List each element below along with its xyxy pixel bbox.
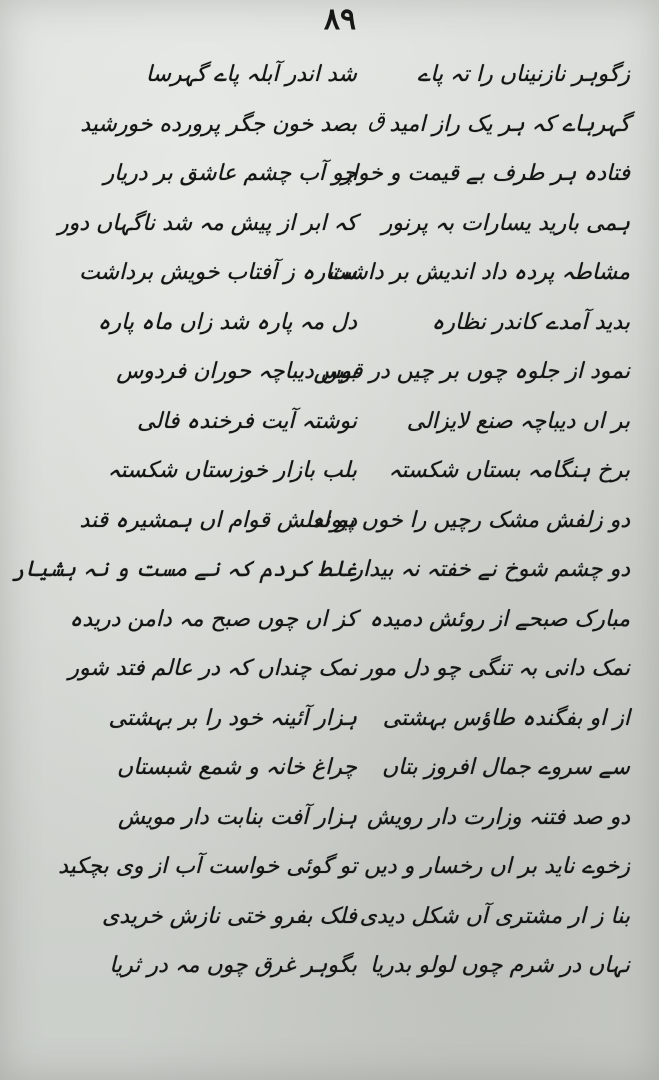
verse-marker: ق — [368, 108, 386, 133]
verse-line-left: دو لعلش قوام اں ہمشیرہ قند — [79, 507, 357, 533]
verse-line-left: بگوہر غرق چوں مہ در ثریا — [109, 953, 357, 978]
verse-line-left: ہزار آئینہ خود را بر بہشتی — [108, 705, 357, 731]
verse-line-left: نمک چنداں کہ در عالم فتد شور — [68, 656, 357, 681]
verse-line-right: فتادہ ہر طرف بے قیمت و خوار — [341, 161, 630, 186]
verse-line-right: از او بفگندہ طاؤس بہشتی — [382, 705, 630, 731]
verse-line-left: ببیں دیباچہ حوران فردوس — [116, 359, 357, 384]
verse-line-right: نمود از جلوہ چوں بر چیں در قوس — [313, 359, 630, 384]
verse-line-left: فلک بفرو ختی نازش خریدی — [102, 903, 357, 929]
verse-line-right: نہاں در شرم چوں لولو بدریا — [370, 953, 630, 978]
verse-line-left: نوشتہ آیت فرخندہ فالی — [137, 408, 357, 434]
verse-line-right: گہرہاے کہ ہر یک راز امید — [389, 111, 630, 137]
right-verse-column — [312, 50, 630, 991]
verse-line-right: بر اں دیباچہ صنع لایزالی — [406, 408, 630, 434]
verse-line-right: برخ ہنگامہ بستاں شکستہ — [388, 458, 630, 483]
verse-line-right: زگوہر نازنیناں را تہ پاے — [417, 62, 630, 87]
verse-line-left: کز اں چوں صبح مہ دامن دریدہ — [69, 606, 357, 632]
verse-line-left: ستارہ ز آفتاب خویش برداشت — [79, 260, 357, 285]
verse-line-right: زخوے ناید بر اں رخسار و دیں — [364, 854, 630, 879]
verse-line-right: بنا ز ار مشتری آں شکل دیدی — [359, 903, 630, 929]
verse-line-left: چراغ خانہ و شمع شبستاں — [117, 755, 357, 780]
verse-line-right: سے سروے جمال افروز بتاں — [381, 755, 630, 780]
verse-line-right: ہمی بارید یسارات بہ پرنور — [381, 210, 630, 236]
verse-line-left: دل مہ پارہ شد زاں ماہ پارہ — [97, 309, 357, 335]
verse-line-right: دو زلفش مشک رچیں را خوں پیوند — [312, 507, 630, 533]
verse-line-left: بصد خون جگر پرورده خورشید — [80, 111, 357, 137]
verse-line-left: چو آب چشم عاشق بر دریار — [103, 161, 357, 186]
verse-line-right: دو صد فتنہ وزارت دار رویش — [367, 804, 630, 830]
verse-line-right: دو چشم شوخ نے خفتہ نہ بیدار — [352, 557, 630, 582]
verse-line-left: شد اندر آبلہ پاے گہرسا — [145, 62, 357, 87]
verse-line-right: بدید آمدے کاندر نظارہ — [431, 309, 630, 335]
verse-line-left: تو گوئی خواست آب از وی بچکید — [58, 854, 357, 879]
page-number: ۸۹ — [323, 2, 357, 37]
verse-line-right: مشاطہ پردہ داد اندیش بر داشت — [327, 260, 630, 285]
verse-line-left: غلط کردم کہ نے مست و نہ ہشیار — [11, 557, 357, 582]
verse-line-left: کہ ابر از پیش مہ شد ناگہاں دور — [58, 210, 357, 236]
left-verse-column — [11, 50, 357, 991]
verse-line-right: نمک دانی بہ تنگی چو دل مور — [362, 656, 630, 681]
verse-line-right: مبارک صبحے از روئش دمیدہ — [369, 606, 630, 632]
verse-line-left: ہزار آفت بنابت دار مویش — [117, 804, 357, 830]
verse-line-left: بلب بازار خوزستاں شکستہ — [107, 458, 357, 483]
